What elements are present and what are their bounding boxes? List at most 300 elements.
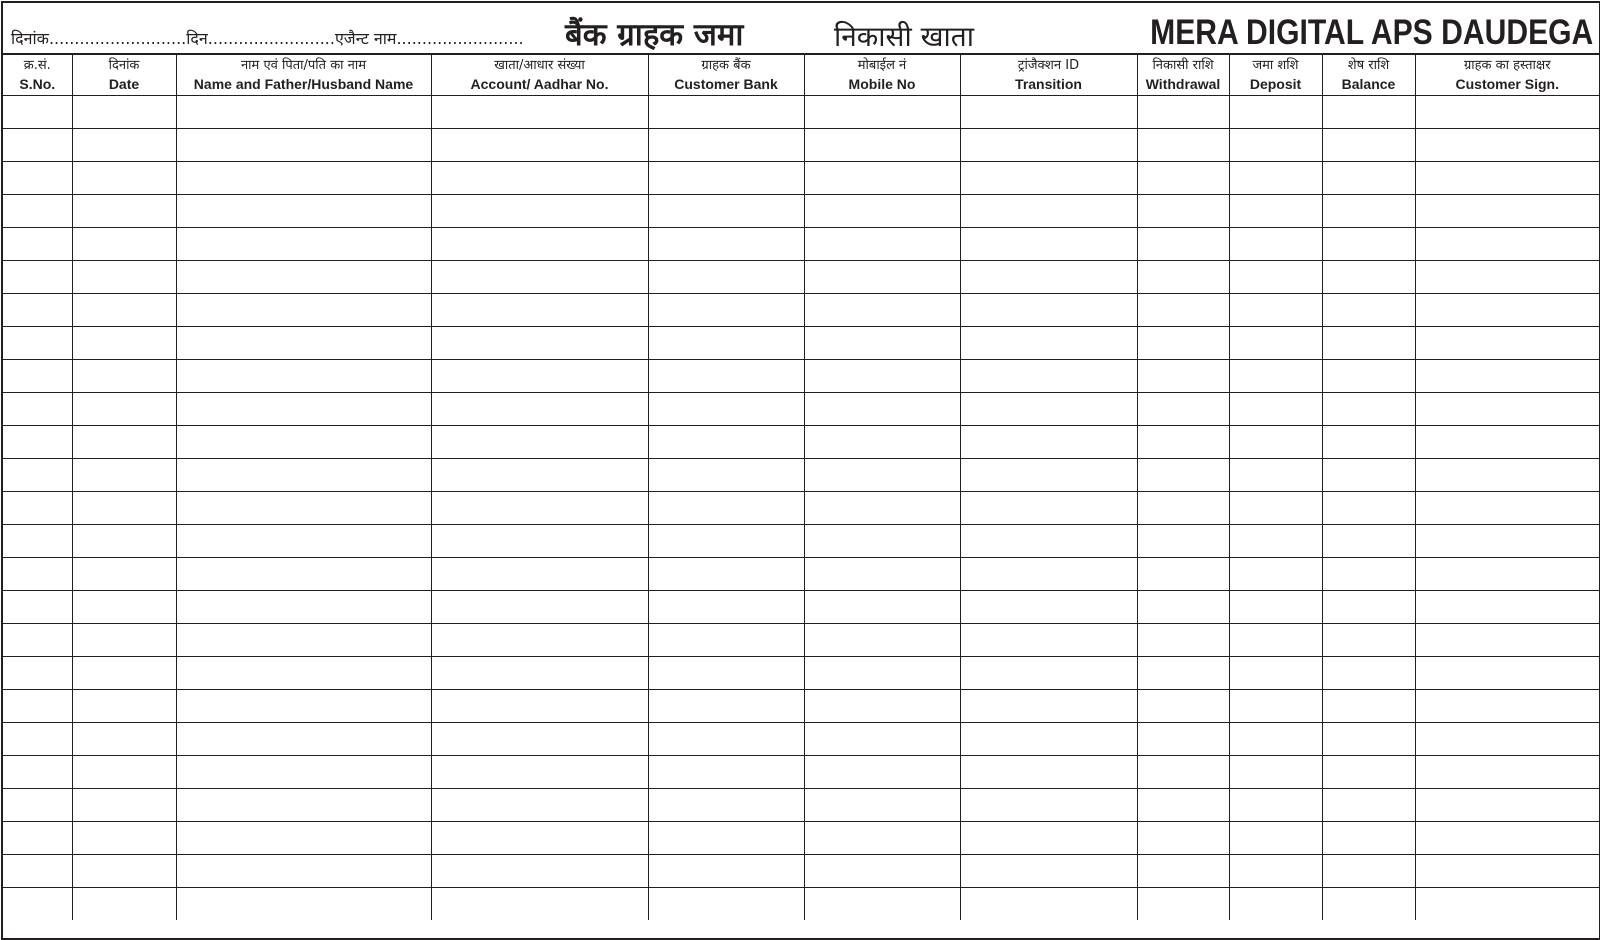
table-cell[interactable]: [176, 327, 431, 360]
table-cell[interactable]: [1137, 426, 1229, 459]
table-cell[interactable]: [431, 129, 648, 162]
table-cell[interactable]: [1137, 228, 1229, 261]
table-cell[interactable]: [176, 756, 431, 789]
table-cell[interactable]: [804, 261, 960, 294]
table-cell[interactable]: [176, 591, 431, 624]
table-cell[interactable]: [1322, 657, 1415, 690]
table-cell[interactable]: [431, 690, 648, 723]
table-cell[interactable]: [804, 294, 960, 327]
table-cell[interactable]: [804, 624, 960, 657]
table-cell[interactable]: [431, 822, 648, 855]
table-cell[interactable]: [1415, 261, 1599, 294]
table-cell[interactable]: [1415, 327, 1599, 360]
table-cell[interactable]: [960, 888, 1137, 921]
table-cell[interactable]: [3, 690, 72, 723]
table-cell[interactable]: [960, 195, 1137, 228]
table-cell[interactable]: [1415, 525, 1599, 558]
table-cell[interactable]: [648, 591, 804, 624]
table-cell[interactable]: [1229, 96, 1322, 129]
table-row: [3, 492, 1599, 525]
table-cell[interactable]: [3, 162, 72, 195]
table-cell[interactable]: [176, 459, 431, 492]
table-cell[interactable]: [1415, 657, 1599, 690]
table-cell[interactable]: [72, 789, 176, 822]
table-cell[interactable]: [3, 261, 72, 294]
table-cell[interactable]: [1322, 426, 1415, 459]
table-cell[interactable]: [176, 525, 431, 558]
table-cell[interactable]: [1415, 360, 1599, 393]
table-cell[interactable]: [804, 360, 960, 393]
table-cell[interactable]: [431, 426, 648, 459]
table-cell[interactable]: [1322, 822, 1415, 855]
table-cell[interactable]: [176, 360, 431, 393]
table-cell[interactable]: [1415, 822, 1599, 855]
table-cell[interactable]: [1322, 558, 1415, 591]
table-cell[interactable]: [3, 789, 72, 822]
table-cell[interactable]: [1322, 888, 1415, 921]
table-cell[interactable]: [1229, 888, 1322, 921]
table-cell[interactable]: [648, 756, 804, 789]
table-cell[interactable]: [804, 789, 960, 822]
table-cell[interactable]: [1137, 459, 1229, 492]
table-cell[interactable]: [3, 525, 72, 558]
table-cell[interactable]: [1229, 657, 1322, 690]
table-cell[interactable]: [1322, 723, 1415, 756]
table-cell[interactable]: [1137, 855, 1229, 888]
table-cell[interactable]: [648, 459, 804, 492]
table-cell[interactable]: [1322, 624, 1415, 657]
table-cell[interactable]: [1137, 393, 1229, 426]
table-cell[interactable]: [1137, 558, 1229, 591]
table-cell[interactable]: [1322, 195, 1415, 228]
table-cell[interactable]: [1322, 459, 1415, 492]
table-cell[interactable]: [648, 690, 804, 723]
col-label-hi: ग्राहक बैंक: [701, 58, 751, 73]
table-cell[interactable]: [3, 888, 72, 921]
table-cell[interactable]: [176, 888, 431, 921]
table-cell[interactable]: [1137, 789, 1229, 822]
table-cell[interactable]: [960, 360, 1137, 393]
table-cell[interactable]: [804, 525, 960, 558]
table-cell[interactable]: [960, 426, 1137, 459]
table-cell[interactable]: [804, 690, 960, 723]
table-cell[interactable]: [1229, 690, 1322, 723]
table-cell[interactable]: [72, 690, 176, 723]
table-cell[interactable]: [960, 162, 1137, 195]
table-cell[interactable]: [431, 327, 648, 360]
table-cell[interactable]: [1137, 591, 1229, 624]
table-row: [3, 261, 1599, 294]
table-cell[interactable]: [804, 492, 960, 525]
table-cell[interactable]: [72, 228, 176, 261]
table-cell[interactable]: [1229, 459, 1322, 492]
table-cell[interactable]: [648, 426, 804, 459]
table-cell[interactable]: [431, 525, 648, 558]
table-row: [3, 195, 1599, 228]
col-label-en: Mobile No: [848, 76, 916, 92]
col-label-hi: क्र.सं.: [23, 58, 51, 73]
table-cell[interactable]: [1415, 558, 1599, 591]
table-cell[interactable]: [176, 129, 431, 162]
brand-name: MERA DIGITAL APS DAUDEGA: [1149, 13, 1593, 52]
table-cell[interactable]: [1415, 756, 1599, 789]
table-cell[interactable]: [72, 96, 176, 129]
table-cell[interactable]: [648, 129, 804, 162]
table-cell[interactable]: [1137, 195, 1229, 228]
table-row: [3, 723, 1599, 756]
table-cell[interactable]: [648, 723, 804, 756]
table-cell[interactable]: [176, 558, 431, 591]
table-cell[interactable]: [3, 96, 72, 129]
table-cell[interactable]: [1229, 360, 1322, 393]
table-cell[interactable]: [960, 327, 1137, 360]
table-row: [3, 525, 1599, 558]
table-cell[interactable]: [72, 261, 176, 294]
table-cell[interactable]: [431, 657, 648, 690]
table-cell[interactable]: [960, 756, 1137, 789]
table-cell[interactable]: [72, 162, 176, 195]
col-label-en: Account/ Aadhar No.: [470, 76, 609, 92]
table-cell[interactable]: [804, 822, 960, 855]
table-cell[interactable]: [804, 756, 960, 789]
table-cell[interactable]: [1137, 360, 1229, 393]
table-cell[interactable]: [1229, 294, 1322, 327]
table-cell[interactable]: [1322, 360, 1415, 393]
table-cell[interactable]: [1415, 591, 1599, 624]
table-cell[interactable]: [431, 492, 648, 525]
table-cell[interactable]: [176, 723, 431, 756]
table-cell[interactable]: [176, 261, 431, 294]
table-cell[interactable]: [1229, 195, 1322, 228]
table-cell[interactable]: [1322, 525, 1415, 558]
table-cell[interactable]: [3, 591, 72, 624]
table-cell[interactable]: [1322, 129, 1415, 162]
table-cell[interactable]: [648, 327, 804, 360]
table-cell[interactable]: [176, 624, 431, 657]
table-cell[interactable]: [72, 756, 176, 789]
table-cell[interactable]: [176, 789, 431, 822]
table-cell[interactable]: [960, 129, 1137, 162]
table-cell[interactable]: [1415, 195, 1599, 228]
table-cell[interactable]: [1137, 888, 1229, 921]
table-cell[interactable]: [960, 690, 1137, 723]
table-cell[interactable]: [1415, 393, 1599, 426]
table-cell[interactable]: [3, 294, 72, 327]
table-cell[interactable]: [3, 195, 72, 228]
table-cell[interactable]: [1137, 756, 1229, 789]
table-cell[interactable]: [72, 426, 176, 459]
table-cell[interactable]: [648, 657, 804, 690]
table-cell[interactable]: [176, 822, 431, 855]
table-cell[interactable]: [648, 558, 804, 591]
table-cell[interactable]: [1415, 228, 1599, 261]
table-cell[interactable]: [804, 426, 960, 459]
table-cell[interactable]: [960, 624, 1137, 657]
table-cell[interactable]: [431, 459, 648, 492]
table-cell[interactable]: [1229, 591, 1322, 624]
table-cell[interactable]: [3, 657, 72, 690]
table-cell[interactable]: [648, 195, 804, 228]
table-cell[interactable]: [804, 888, 960, 921]
table-cell[interactable]: [1229, 822, 1322, 855]
col-date: [72, 55, 176, 96]
table-cell[interactable]: [1322, 756, 1415, 789]
table-cell[interactable]: [1322, 162, 1415, 195]
table-cell[interactable]: [1229, 525, 1322, 558]
table-cell[interactable]: [431, 855, 648, 888]
table-row: [3, 426, 1599, 459]
col-mobile: [804, 55, 960, 96]
table-cell[interactable]: [72, 327, 176, 360]
table-cell[interactable]: [1229, 327, 1322, 360]
table-row: [3, 888, 1599, 921]
col-label-en: Withdrawal: [1145, 76, 1221, 92]
col-label-hi: ग्राहक का हस्ताक्षर: [1463, 58, 1551, 73]
table-cell[interactable]: [1229, 393, 1322, 426]
table-cell[interactable]: [1229, 162, 1322, 195]
table-cell[interactable]: [1229, 855, 1322, 888]
table-cell[interactable]: [431, 261, 648, 294]
table-cell[interactable]: [960, 525, 1137, 558]
table-cell[interactable]: [1322, 294, 1415, 327]
table-cell[interactable]: [72, 591, 176, 624]
table-cell[interactable]: [176, 657, 431, 690]
table-cell[interactable]: [1415, 294, 1599, 327]
table-cell[interactable]: [804, 723, 960, 756]
table-cell[interactable]: [1322, 228, 1415, 261]
table-cell[interactable]: [3, 360, 72, 393]
table-cell[interactable]: [804, 195, 960, 228]
table-cell[interactable]: [804, 657, 960, 690]
table-cell[interactable]: [1322, 591, 1415, 624]
col-label-en: Customer Sign.: [1455, 76, 1559, 92]
table-cell[interactable]: [431, 624, 648, 657]
table-cell[interactable]: [1229, 789, 1322, 822]
table-cell[interactable]: [431, 558, 648, 591]
table-cell[interactable]: [1415, 789, 1599, 822]
table-cell[interactable]: [72, 855, 176, 888]
table-cell[interactable]: [1415, 426, 1599, 459]
table-cell[interactable]: [1322, 855, 1415, 888]
table-cell[interactable]: [3, 855, 72, 888]
table-cell[interactable]: [804, 96, 960, 129]
table-cell[interactable]: [1137, 327, 1229, 360]
table-cell[interactable]: [72, 393, 176, 426]
table-cell[interactable]: [1229, 558, 1322, 591]
table-cell[interactable]: [648, 624, 804, 657]
table-cell[interactable]: [1229, 426, 1322, 459]
table-cell[interactable]: [176, 855, 431, 888]
table-cell[interactable]: [960, 558, 1137, 591]
table-cell[interactable]: [960, 657, 1137, 690]
table-cell[interactable]: [176, 162, 431, 195]
table-cell[interactable]: [1415, 624, 1599, 657]
table-cell[interactable]: [431, 294, 648, 327]
col-deposit: [1229, 55, 1322, 96]
table-cell[interactable]: [176, 492, 431, 525]
table-cell[interactable]: [3, 327, 72, 360]
table-cell[interactable]: [1229, 492, 1322, 525]
table-cell[interactable]: [176, 228, 431, 261]
table-cell[interactable]: [648, 855, 804, 888]
table-cell[interactable]: [804, 129, 960, 162]
table-cell[interactable]: [1137, 690, 1229, 723]
table-cell[interactable]: [72, 888, 176, 921]
table-cell[interactable]: [431, 888, 648, 921]
table-cell[interactable]: [1322, 261, 1415, 294]
table-cell[interactable]: [960, 822, 1137, 855]
table-cell[interactable]: [3, 129, 72, 162]
table-cell[interactable]: [1137, 723, 1229, 756]
table-cell[interactable]: [176, 393, 431, 426]
table-cell[interactable]: [804, 393, 960, 426]
table-cell[interactable]: [72, 558, 176, 591]
table-cell[interactable]: [960, 228, 1137, 261]
table-cell[interactable]: [3, 426, 72, 459]
col-withdrawal: [1137, 55, 1229, 96]
table-cell[interactable]: [960, 723, 1137, 756]
table-cell[interactable]: [431, 96, 648, 129]
table-cell[interactable]: [960, 492, 1137, 525]
table-cell[interactable]: [72, 624, 176, 657]
table-cell[interactable]: [648, 525, 804, 558]
table-cell[interactable]: [1137, 96, 1229, 129]
table-cell[interactable]: [3, 492, 72, 525]
table-cell[interactable]: [1137, 261, 1229, 294]
table-cell[interactable]: [648, 261, 804, 294]
table-cell[interactable]: [960, 261, 1137, 294]
table-cell[interactable]: [1229, 261, 1322, 294]
table-cell[interactable]: [648, 393, 804, 426]
table-cell[interactable]: [1415, 129, 1599, 162]
table-cell[interactable]: [1415, 855, 1599, 888]
table-cell[interactable]: [431, 723, 648, 756]
table-cell[interactable]: [1229, 624, 1322, 657]
page-subtitle: निकासी खाता: [834, 20, 974, 53]
table-cell[interactable]: [804, 591, 960, 624]
table-cell[interactable]: [1137, 162, 1229, 195]
table-cell[interactable]: [431, 228, 648, 261]
table-cell[interactable]: [804, 327, 960, 360]
table-cell[interactable]: [1229, 723, 1322, 756]
table-cell[interactable]: [1415, 492, 1599, 525]
table-cell[interactable]: [431, 789, 648, 822]
table-cell[interactable]: [431, 393, 648, 426]
table-cell[interactable]: [1322, 393, 1415, 426]
table-cell[interactable]: [3, 624, 72, 657]
table-cell[interactable]: [176, 96, 431, 129]
table-cell[interactable]: [1322, 789, 1415, 822]
table-cell[interactable]: [960, 294, 1137, 327]
col-bank: [648, 55, 804, 96]
table-cell[interactable]: [431, 162, 648, 195]
table-cell[interactable]: [72, 360, 176, 393]
table-cell[interactable]: [1415, 723, 1599, 756]
table-cell[interactable]: [72, 525, 176, 558]
table-cell[interactable]: [1137, 822, 1229, 855]
table-cell[interactable]: [960, 459, 1137, 492]
table-cell[interactable]: [1322, 492, 1415, 525]
table-cell[interactable]: [1415, 162, 1599, 195]
table-cell[interactable]: [804, 162, 960, 195]
table-cell[interactable]: [3, 393, 72, 426]
table-cell[interactable]: [960, 96, 1137, 129]
table-cell[interactable]: [804, 558, 960, 591]
table-cell[interactable]: [804, 855, 960, 888]
table-cell[interactable]: [431, 360, 648, 393]
table-cell[interactable]: [648, 492, 804, 525]
table-cell[interactable]: [3, 756, 72, 789]
table-cell[interactable]: [72, 459, 176, 492]
table-cell[interactable]: [431, 195, 648, 228]
table-cell[interactable]: [1415, 888, 1599, 921]
table-cell[interactable]: [648, 360, 804, 393]
table-cell[interactable]: [1322, 327, 1415, 360]
table-cell[interactable]: [3, 228, 72, 261]
table-cell[interactable]: [648, 822, 804, 855]
table-cell[interactable]: [804, 459, 960, 492]
table-cell[interactable]: [804, 228, 960, 261]
table-cell[interactable]: [176, 690, 431, 723]
table-cell[interactable]: [176, 195, 431, 228]
table-cell[interactable]: [1415, 690, 1599, 723]
table-cell[interactable]: [1137, 129, 1229, 162]
col-label-hi: शेष राशि: [1347, 58, 1390, 73]
table-cell[interactable]: [176, 426, 431, 459]
table-cell[interactable]: [72, 294, 176, 327]
table-cell[interactable]: [1322, 690, 1415, 723]
table-cell[interactable]: [431, 591, 648, 624]
table-cell[interactable]: [960, 591, 1137, 624]
table-cell[interactable]: [72, 822, 176, 855]
table-cell[interactable]: [648, 888, 804, 921]
table-cell[interactable]: [1229, 129, 1322, 162]
table-cell[interactable]: [648, 789, 804, 822]
col-label-en: S.No.: [19, 76, 56, 92]
table-cell[interactable]: [1137, 294, 1229, 327]
table-cell[interactable]: [72, 129, 176, 162]
table-cell[interactable]: [3, 723, 72, 756]
ledger-body: [3, 96, 1599, 921]
table-cell[interactable]: [648, 162, 804, 195]
table-cell[interactable]: [1137, 624, 1229, 657]
table-cell[interactable]: [960, 789, 1137, 822]
table-cell[interactable]: [431, 756, 648, 789]
table-cell[interactable]: [1229, 756, 1322, 789]
table-cell[interactable]: [72, 492, 176, 525]
table-cell[interactable]: [1415, 459, 1599, 492]
table-cell[interactable]: [1137, 657, 1229, 690]
table-cell[interactable]: [72, 195, 176, 228]
table-cell[interactable]: [1322, 96, 1415, 129]
table-cell[interactable]: [3, 459, 72, 492]
table-cell[interactable]: [72, 657, 176, 690]
table-cell[interactable]: [1137, 492, 1229, 525]
table-cell[interactable]: [648, 294, 804, 327]
table-cell[interactable]: [176, 294, 431, 327]
table-cell[interactable]: [72, 723, 176, 756]
table-cell[interactable]: [1137, 525, 1229, 558]
table-cell[interactable]: [1229, 228, 1322, 261]
table-cell[interactable]: [648, 96, 804, 129]
table-cell[interactable]: [960, 393, 1137, 426]
table-cell[interactable]: [3, 822, 72, 855]
table-cell[interactable]: [648, 228, 804, 261]
col-label-hi: जमा शशि: [1252, 58, 1299, 73]
table-cell[interactable]: [960, 855, 1137, 888]
table-cell[interactable]: [1415, 96, 1599, 129]
table-cell[interactable]: [3, 558, 72, 591]
